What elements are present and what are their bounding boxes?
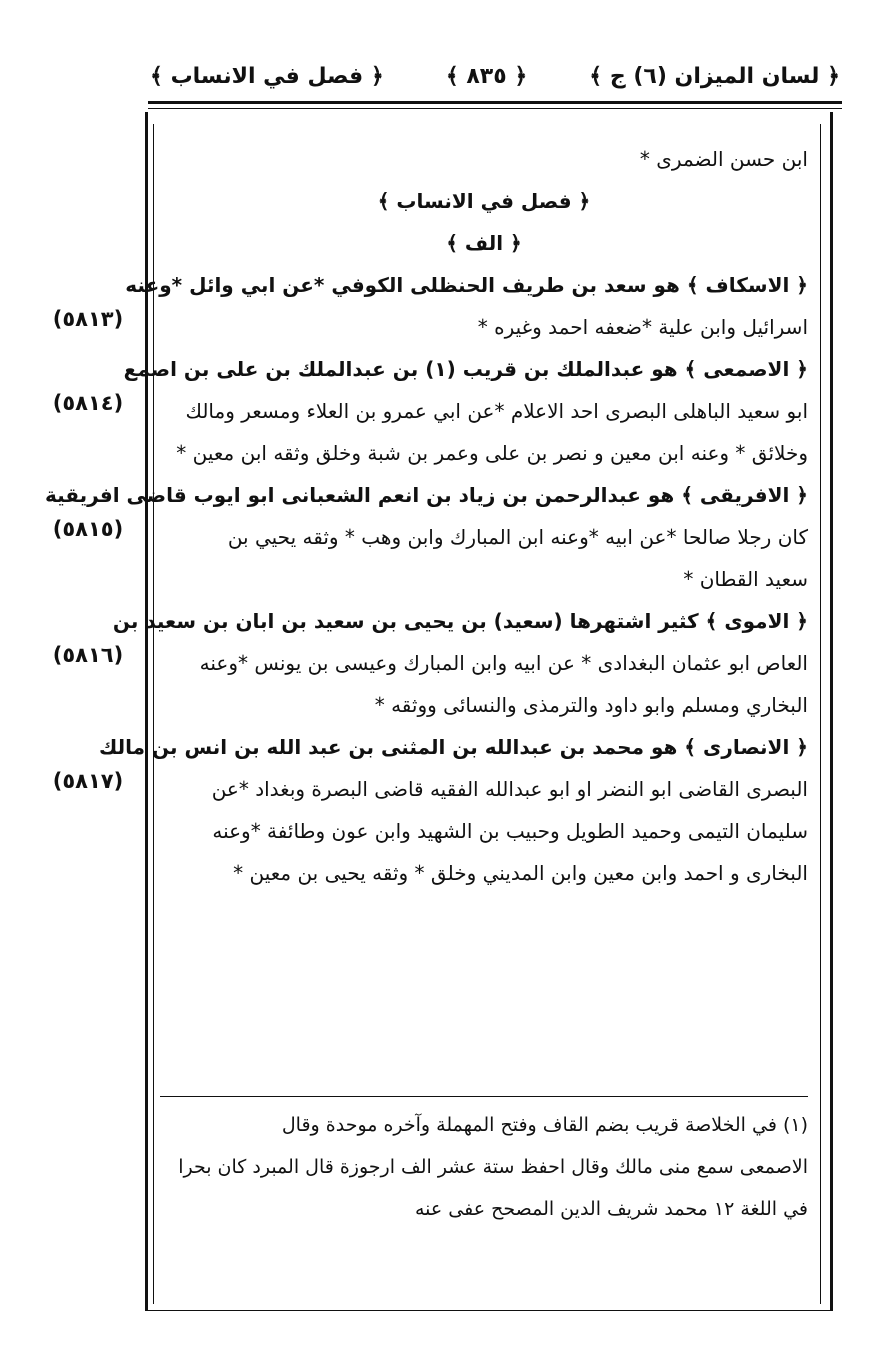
page-header [150,56,840,96]
header-rule-thick [148,101,842,104]
text-line: ابو سعيد الباهلى البصرى احد الاعلام *عن ابي عمرو بن العلاء ومسعر ومالك [185,399,808,423]
text-line: ابن حسن الضمرى * [639,147,808,171]
footnote-line: (١) في الخلاصة قريب بضم القاف وفتح المهملة وآخره موحدة وقال [281,1114,808,1136]
entry-line: ﴿ الاموى ﴾ كثير اشتهرها (سعيد) بن يحيى بن سعيد بن ابان بن سعيد بن [112,609,808,633]
section-heading: ﴿ فصل في الانساب ﴾ [377,189,591,213]
letter-heading: ﴿ الف ﴾ [446,231,522,255]
text-line: البخاري ومسلم وابو داود والترمذى والنسائى ووثقه * [374,693,808,717]
text-line: البخارى و احمد وابن معين وابن المديني وخلق * وثقه يحيى بن معين * [233,861,808,885]
text-line: وخلائق * وعنه ابن معين و نصر بن على وعمر بن شبة وخلق وثقه ابن معين * [176,441,808,465]
entry-number: (٥٨١٥) [52,517,124,541]
text-line: سعيد القطان * [683,567,808,591]
text-line: كان رجلا صالحا *عن ابيه *وعنه ابن المبارك وابن وهب * وثقه يحيي بن [227,525,808,549]
footnote [160,1104,808,1230]
entry-number: (٥٨١٣) [52,307,124,331]
footnote-line: في اللغة ١٢ محمد شريف الدين المصحح عفى عنه [414,1198,808,1220]
entry-number: (٥٨١٤) [52,391,124,415]
entry-line: ﴿ الاصمعى ﴾ هو عبدالملك بن قريب (١) بن عبدالملك بن على بن اصمع [123,357,808,381]
entry-number: (٥٨١٧) [52,769,124,793]
entry-line: ﴿ الاسكاف ﴾ هو سعد بن طريف الحنظلى الكوفي *عن ابي وائل *وعنه [125,273,808,297]
entry-line: ﴿ الانصارى ﴾ هو محمد بن عبدالله بن المثنى بن عبد الله بن انس بن مالك [99,735,808,759]
footnote-rule [160,1096,808,1097]
footnote-line: الاصمعى سمع منى مالك وقال احفظ ستة عشر الف ارجوزة قال المبرد كان بحرا [178,1156,808,1178]
header-book-title: ﴿ لسان الميزان (٦) ج ﴾ [589,63,840,89]
text-line: اسرائيل وابن علية *ضعفه احمد وغيره * [477,315,808,339]
entry-number: (٥٨١٦) [52,643,124,667]
header-section-title: ﴿ فصل في الانساب ﴾ [150,63,384,89]
entry-line: ﴿ الافريقى ﴾ هو عبدالرحمن بن زياد بن انعم الشعبانى ابو ايوب قاضى افريقية [44,483,808,507]
header-page-number: ﴿ ٨٣٥ ﴾ [445,63,528,89]
text-line: البصرى القاضى ابو النضر او ابو عبدالله الفقيه قاضى البصرة وبغداد *عن [211,777,808,801]
header-rule-thin [148,108,842,109]
text-line: سليمان التيمى وحميد الطويل وحبيب بن الشهيد وابن عون وطائفة *وعنه [212,819,808,843]
text-line: العاص ابو عثمان البغدادى * عن ابيه وابن المبارك وعيسى بن يونس *وعنه [199,651,808,675]
